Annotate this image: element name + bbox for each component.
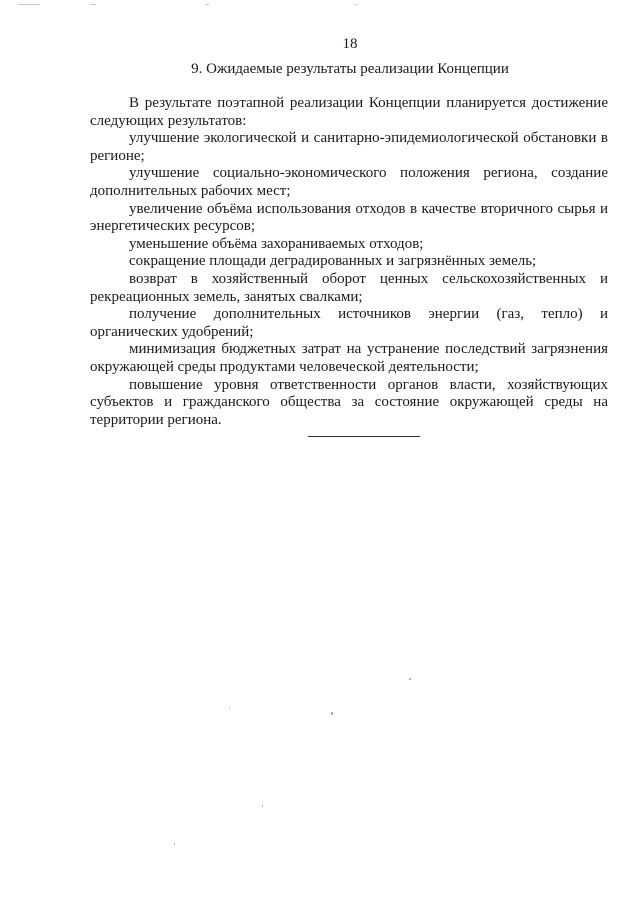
section-heading: 9. Ожидаемые результаты реализации Концепции [191,61,509,77]
paragraph-result: получение дополнительных источников энергии (газ, тепло) и органических удобрений; [90,306,608,340]
scan-artifact [331,712,333,715]
paragraph-result: повышение уровня ответственности органов власти, хозяйствующих субъектов и гражданского общества за состояние окружающей среды на территории региона. [90,376,608,428]
paragraph-result: улучшение экологической и санитарно-эпидемиологической обстановки в регионе; [90,130,608,164]
document-body [90,95,608,429]
paragraph-intro: В результате поэтапной реализации Концепции планируется достижение следующих результатов: [90,95,608,129]
paragraph-result: уменьшение объёма захораниваемых отходов; [129,235,424,252]
scan-artifact [174,843,175,845]
page-number: 18 [342,36,358,52]
end-divider-line [308,436,420,437]
scan-artifact [18,4,40,5]
paragraph-result: улучшение социально-экономического положения региона, создание дополнительных рабочих мест; [90,165,608,199]
scan-artifact [409,678,411,680]
scan-artifact [90,4,96,5]
paragraph-result: увеличение объёма использования отходов в качестве вторичного сырья и энергетических ресурсов; [90,200,608,235]
paragraph-result: минимизация бюджетных затрат на устранение последствий загрязнения окружающей среды продуктами человеческой деятельности; [90,341,608,375]
scan-artifact [262,805,263,807]
scan-artifact [355,4,358,5]
paragraph-result: возврат в хозяйственный оборот ценных сельскохозяйственных и рекреационных земель, занятых свалками; [90,270,608,305]
scan-artifact [205,4,209,5]
paragraph-result: сокращение площади деградированных и загрязнённых земель; [129,253,537,270]
scan-artifact [229,708,230,709]
